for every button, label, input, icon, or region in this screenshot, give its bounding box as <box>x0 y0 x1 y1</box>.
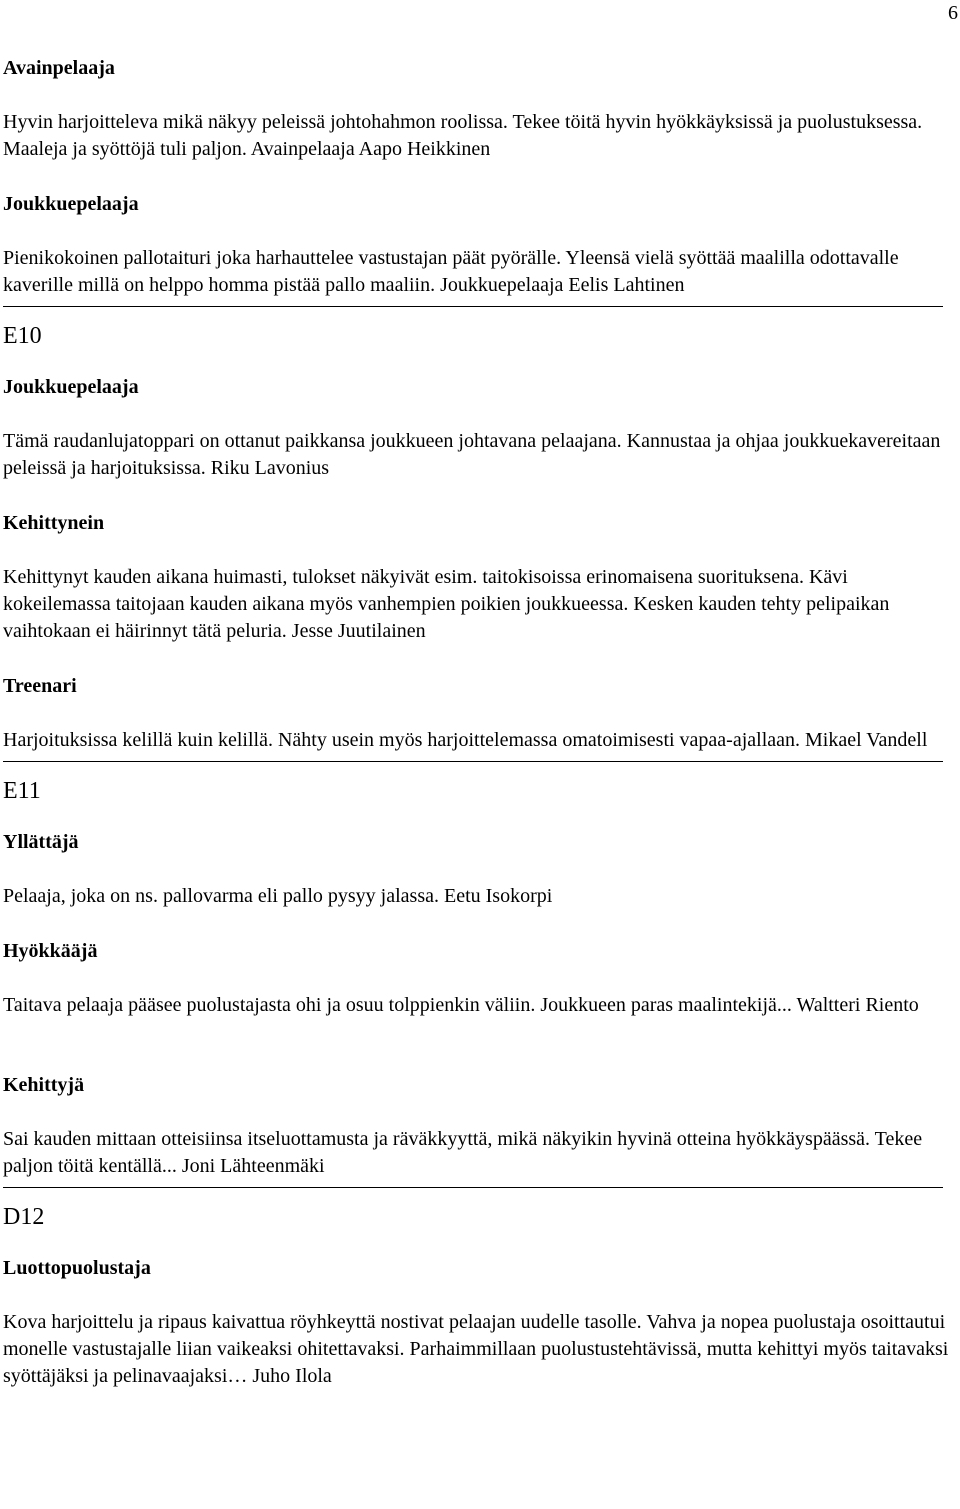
page-number: 6 <box>948 2 958 24</box>
section-divider <box>3 306 943 307</box>
award-title: Avainpelaaja <box>3 57 115 79</box>
award-text: Pienikokoinen pallotaituri joka harhauttelee vastustajan päät pyörälle. Yleensä vielä syöttää maalilla odottavalle kaverille millä on helppo homma pistää pallo maaliin. Joukkuepelaaja Eelis Lahtinen <box>3 247 899 296</box>
section-divider <box>3 1187 943 1188</box>
award-text: Sai kauden mittaan otteisiinsa itseluottamusta ja räväkkyyttä, mikä näkyikin hyvinä otteina hyökkäyspäässä. Tekee paljon töitä kentällä... Joni Lähteenmäki <box>3 1128 923 1177</box>
group-title-e11: E11 <box>3 778 41 804</box>
award-text: Taitava pelaaja pääsee puolustajasta ohi ja osuu tolppienkin väliin. Joukkueen paras maalintekijä... Waltteri Riento <box>3 994 919 1016</box>
award-title: Luottopuolustaja <box>3 1257 151 1279</box>
document-body <box>3 54 953 1390</box>
award-title: Hyökkääjä <box>3 940 98 962</box>
award-text: Kova harjoittelu ja ripaus kaivattua röyhkeyttä nostivat pelaajan uudelle tasolle. Vahva ja nopea puolustaja osoittautui monelle vastustajalle liian vaikeaksi ohitettavaksi. Parhaimmillaan puolustustehtävissä, mutta kehittyi myös taitavaksi syöttäjäksi ja pelinavaajaksi… Juho Ilola <box>3 1311 949 1387</box>
award-text: Kehittynyt kauden aikana huimasti, tulokset näkyivät esim. taitokisoissa erinomaisena suorituksena. Kävi kokeilemassa taitojaan kauden aikana myös vanhempien poikien joukkueessa. Kesken kauden tehty pelipaikan vaihtokaan ei häirinnyt tätä peluria. Jesse Juutilainen <box>3 566 890 642</box>
award-title: Joukkuepelaaja <box>3 376 139 398</box>
award-text: Harjoituksissa kelillä kuin kelillä. Nähty usein myös harjoittelemassa omatoimisesti vapaa-ajallaan. Mikael Vandell <box>3 729 928 751</box>
section-divider <box>3 761 943 762</box>
award-title: Treenari <box>3 675 77 697</box>
group-title-e10: E10 <box>3 323 42 349</box>
award-title: Kehittyjä <box>3 1074 85 1096</box>
award-text: Pelaaja, joka on ns. pallovarma eli pallo pysyy jalassa. Eetu Isokorpi <box>3 885 553 907</box>
award-text: Hyvin harjoitteleva mikä näkyy peleissä johtohahmon roolissa. Tekee töitä hyvin hyökkäyksissä ja puolustuksessa. Maaleja ja syöttöjä tuli paljon. Avainpelaaja Aapo Heikkinen <box>3 111 923 160</box>
award-title: Joukkuepelaaja <box>3 193 139 215</box>
award-title: Yllättäjä <box>3 831 79 853</box>
award-title: Kehittynein <box>3 512 105 534</box>
award-text: Tämä raudanlujatoppari on ottanut paikkansa joukkueen johtavana pelaajana. Kannustaa ja ohjaa joukkuekavereitaan peleissä ja harjoituksissa. Riku Lavonius <box>3 430 941 479</box>
group-title-d12: D12 <box>3 1204 45 1230</box>
